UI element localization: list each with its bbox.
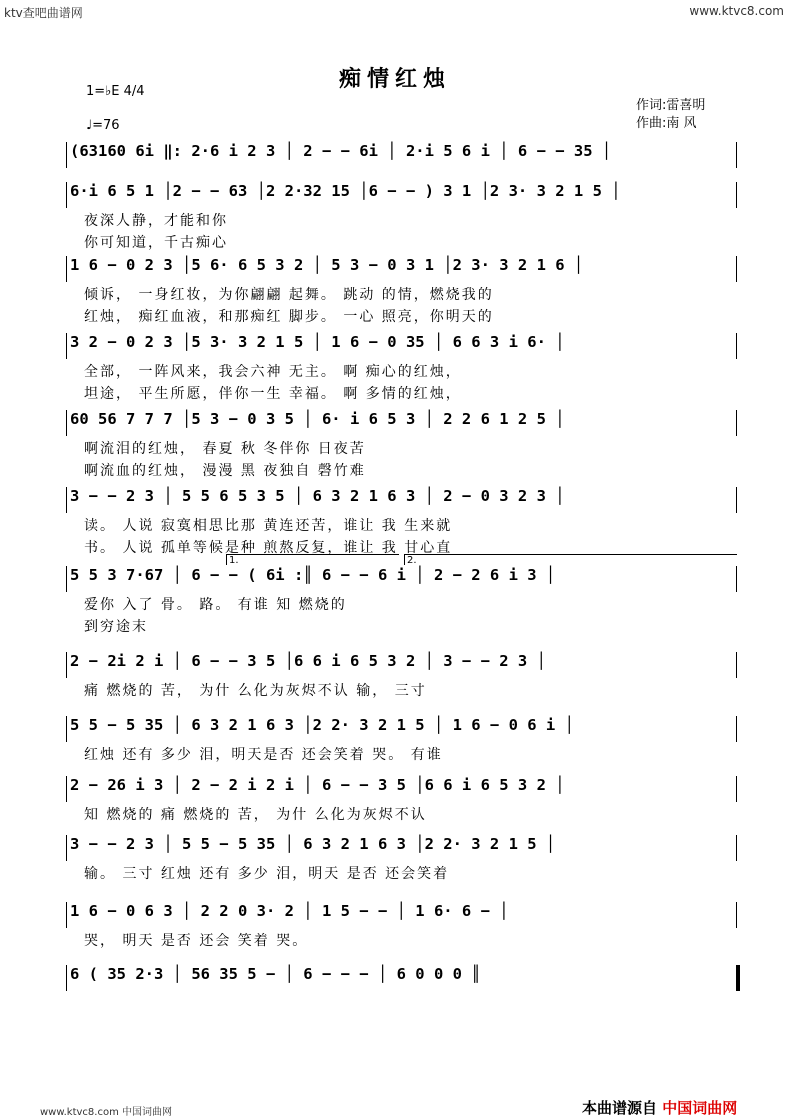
notation-line: (63160 6i ‖: 2·6 i 2 3 │ 2 − − 6i │ 2·i 5 6 i │ 6 − − 35 │ <box>70 142 612 160</box>
lyric-line: 红烛 还有 多少 泪，明天是否 还会笑着 哭。 有谁 <box>84 747 443 763</box>
lyric-line: 爱你 入了 骨。 路。 有谁 知 燃烧的 <box>84 597 347 613</box>
watermark-right: www.ktvc8.com <box>689 4 784 18</box>
barline <box>66 256 67 282</box>
barline <box>736 652 737 678</box>
barline <box>736 182 737 208</box>
footer-left: www.ktvc8.com 中国词曲网 <box>40 1107 173 1118</box>
lyric-line: 夜深人静，才能和你 <box>84 213 228 229</box>
barline <box>736 902 737 928</box>
lyric-line: 啊流血的红烛， 漫漫 黑 夜独自 磬竹难 <box>84 463 366 479</box>
barline <box>66 652 67 678</box>
notation-line: 1 6 − 0 2 3 │5 6· 6 5 3 2 │ 5 3 − 0 3 1 │2 3· 3 2 1 6 │ <box>70 256 584 274</box>
notation-line: 3 2 − 0 2 3 │5 3· 3 2 1 5 │ 1 6 − 0 35 │ 6 6 3 i 6· │ <box>70 333 565 351</box>
notation-line: 6·i 6 5 1 │2 − − 63 │2 2·32 15 │6 − − ) 3 1 │2 3· 3 2 1 5 │ <box>70 182 621 200</box>
lyric-line: 知 燃烧的 痛 燃烧的 苦， 为什 么化为灰烬不认 <box>84 807 427 823</box>
notation-line: 3 − − 2 3 │ 5 5 6 5 3 5 │ 6 3 2 1 6 3 │ 2 − 0 3 2 3 │ <box>70 487 565 505</box>
final-barline <box>736 965 740 991</box>
volta-first-ending: 1. <box>226 554 399 565</box>
barline <box>66 716 67 742</box>
barline <box>66 965 67 991</box>
composer-credit: 作曲:南 风 <box>636 116 697 131</box>
barline <box>736 776 737 802</box>
lyric-line: 坦途， 平生所愿，伴你一生 幸福。 啊 多情的红烛， <box>84 386 462 402</box>
lyric-line: 全部， 一阵风来，我会六神 无主。 啊 痴心的红烛， <box>84 364 462 380</box>
notation-line: 5 5 3 7·67 │ 6 − − ( 6i :║ 6 − − 6 i │ 2 − 2 6 i 3 │ <box>70 566 556 584</box>
barline <box>736 142 737 168</box>
barline <box>736 487 737 513</box>
footer-source-label: 本曲谱源自 <box>582 1099 658 1117</box>
watermark-left: ktv查吧曲谱网 <box>4 6 83 20</box>
barline <box>66 333 67 359</box>
notation-line: 5 5 − 5 35 │ 6 3 2 1 6 3 │2 2· 3 2 1 5 │ 1 6 − 0 6 i │ <box>70 716 574 734</box>
barline <box>66 566 67 592</box>
footer-right <box>582 1097 737 1118</box>
notation-line: 2 − 2i 2 i │ 6 − − 3 5 │6 6 i 6 5 3 2 │ 3 − − 2 3 │ <box>70 652 546 670</box>
notation-line: 2 − 26 i 3 │ 2 − 2 i 2 i │ 6 − − 3 5 │6 6 i 6 5 3 2 │ <box>70 776 565 794</box>
lyric-line: 到穷途末 <box>84 619 148 635</box>
key-signature: 1=♭E 4/4 <box>86 84 145 99</box>
song-title: 痴情红烛 <box>338 66 451 92</box>
lyric-line: 啊流泪的红烛， 春夏 秋 冬伴你 日夜苦 <box>84 441 366 457</box>
barline <box>736 256 737 282</box>
barline <box>736 566 737 592</box>
notation-line: 6 ( 35 2·3 │ 56 35 5 − │ 6 − − − │ 6 0 0 0 ║ <box>70 965 481 983</box>
notation-line: 3 − − 2 3 │ 5 5 − 5 35 │ 6 3 2 1 6 3 │2 2· 3 2 1 5 │ <box>70 835 556 853</box>
barline <box>66 182 67 208</box>
barline <box>66 410 67 436</box>
lyric-line: 你可知道，千古痴心 <box>84 235 228 251</box>
lyric-line: 读。 人说 寂寞相思比那 黄连还苦，谁让 我 生来就 <box>84 518 453 534</box>
barline <box>66 835 67 861</box>
lyric-line: 痛 燃烧的 苦， 为什 么化为灰烬不认 输， 三寸 <box>84 683 427 699</box>
barline <box>736 333 737 359</box>
lyric-line: 红烛， 痴红血液，和那痴红 脚步。 一心 照亮，你明天的 <box>84 309 494 325</box>
notation-line: 60 56 7 7 7 │5 3 − 0 3 5 │ 6· i 6 5 3 │ 2 2 6 1 2 5 │ <box>70 410 565 428</box>
barline <box>736 716 737 742</box>
barline <box>66 487 67 513</box>
lyricist-credit: 作词:雷喜明 <box>636 98 706 113</box>
lyric-line: 输。 三寸 红烛 还有 多少 泪，明天 是否 还会笑着 <box>84 866 450 882</box>
barline <box>66 142 67 168</box>
lyric-line: 倾诉， 一身红妆，为你翩翩 起舞。 跳动 的情，燃烧我的 <box>84 287 494 303</box>
footer-site-name: 中国词曲网 <box>662 1099 738 1117</box>
lyric-line: 哭， 明天 是否 还会 笑着 哭。 <box>84 933 309 949</box>
notation-line: 1 6 − 0 6 3 │ 2 2 0 3· 2 │ 1 5 − − │ 1 6· 6 − │ <box>70 902 509 920</box>
barline <box>736 410 737 436</box>
barline <box>736 835 737 861</box>
tempo-marking: ♩=76 <box>86 118 120 133</box>
barline <box>66 902 67 928</box>
lyric-line: 书。 人说 孤单等候是种 煎熬反复，谁让 我 甘心直 <box>84 540 453 556</box>
volta-second-ending: 2. <box>404 554 737 565</box>
barline <box>66 776 67 802</box>
